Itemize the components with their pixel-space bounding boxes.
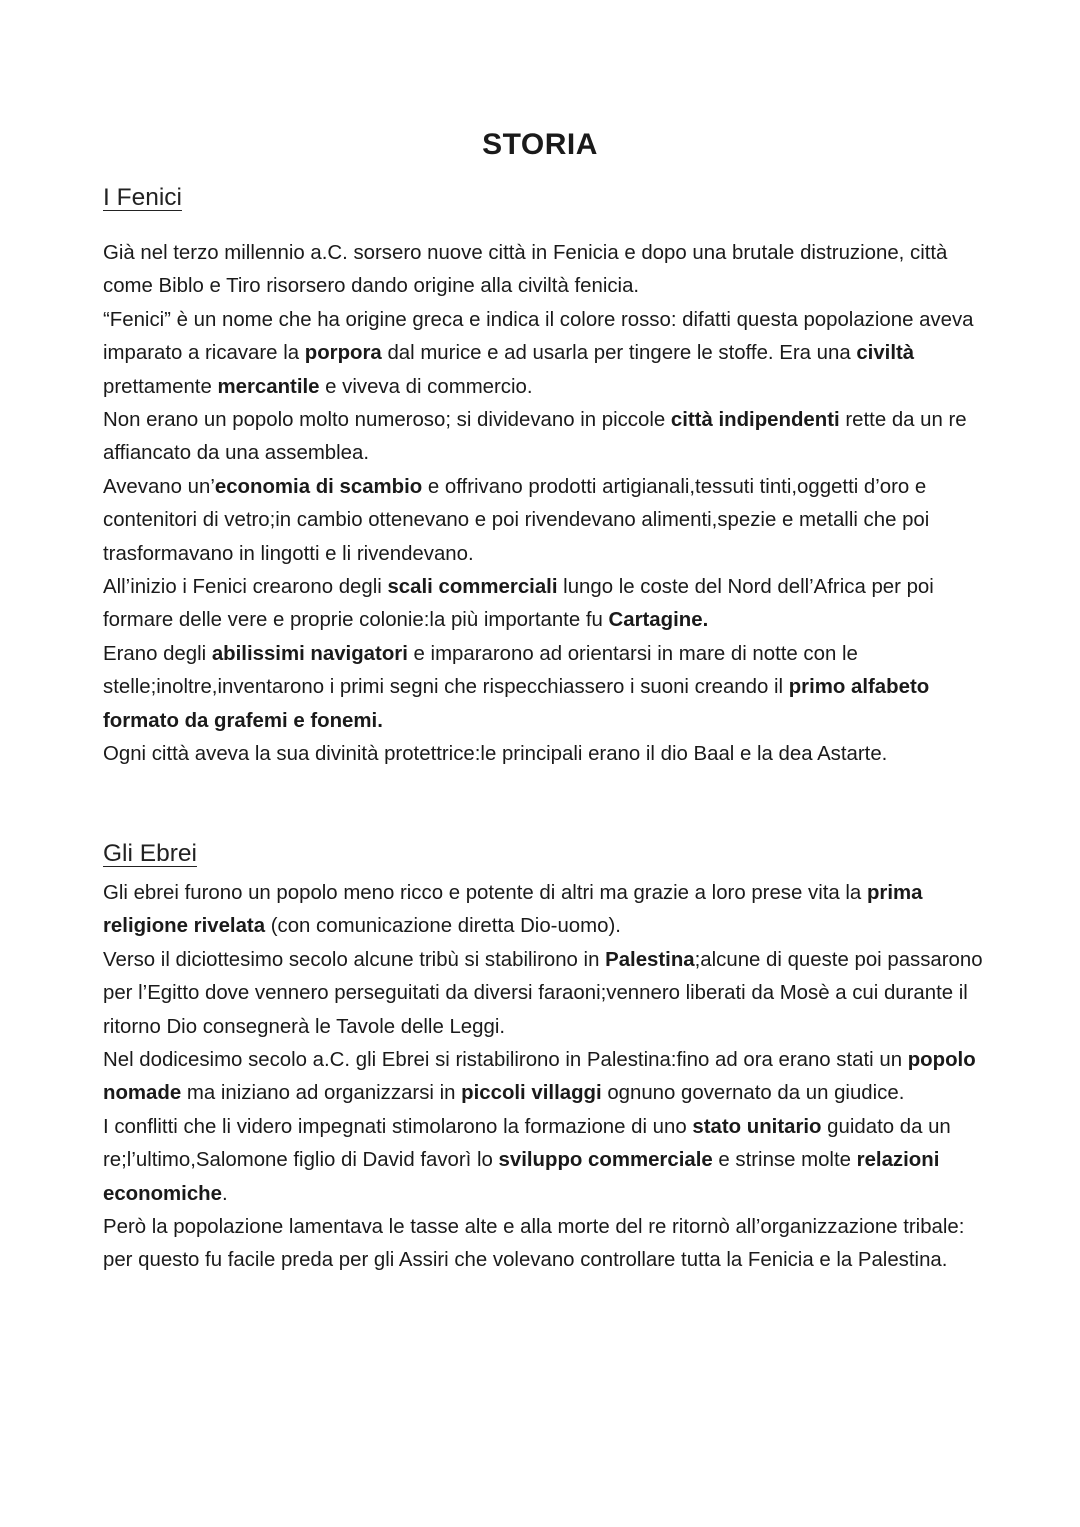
page-title: STORIA <box>482 128 598 161</box>
bold-text: popolo nomade <box>103 1049 976 1105</box>
text-run: Però la popolazione lamentava le tasse alte e alla morte del re ritornò all’organizzazione tribale: per questo fu facile preda per gli Assiri che volevano controllare tutta la Fenicia e la Palestina. <box>103 1216 965 1272</box>
text-run: Non erano un popolo molto numeroso; si dividevano in piccole <box>103 409 671 432</box>
bold-text: civiltà <box>856 342 915 365</box>
paragraph <box>103 1211 983 1278</box>
bold-text: piccoli villaggi <box>461 1082 602 1105</box>
text-run: Erano degli <box>103 642 212 665</box>
bold-text: Cartagine. <box>608 609 709 632</box>
bold-text: abilissimi navigatori <box>211 642 408 665</box>
text-run: prettamente <box>103 375 218 398</box>
bold-text: sviluppo commerciale <box>498 1149 713 1172</box>
paragraph <box>103 471 983 571</box>
text-run: Già nel terzo millennio a.C. sorsero nuove città in Fenicia e dopo una brutale distruzione, città come Biblo e Tiro risorsero dando origine alla civiltà fenicia. <box>103 242 948 298</box>
bold-text: mercantile <box>217 375 320 398</box>
text-run: dal murice e ad usarla per tingere le stoffe. Era una <box>381 342 857 365</box>
section-heading-fenici: I Fenici <box>103 184 182 211</box>
bold-text: scali commerciali <box>387 576 558 599</box>
text-run: All’inizio i Fenici crearono degli <box>103 576 388 599</box>
bold-text: prima religione rivelata <box>103 882 923 938</box>
bold-text: economia di scambio <box>214 475 423 498</box>
paragraph <box>103 638 983 738</box>
section-body-fenici <box>103 237 983 772</box>
paragraph <box>103 404 983 471</box>
section-body-ebrei <box>103 877 983 1278</box>
text-run: e strinse molte <box>712 1149 857 1172</box>
text-run: guidato da un re;l’ultimo,Salomone figlio di David favorì lo <box>103 1115 951 1172</box>
paragraph <box>103 738 983 771</box>
text-run: ognuno governato da un giudice. <box>601 1082 905 1105</box>
text-run: e impararono ad orientarsi in mare di notte con le stelle;inoltre,inventarono i primi segni che rispecchiassero i suoni creando il <box>103 642 858 699</box>
bold-text: primo alfabeto formato da grafemi e fonemi. <box>103 676 930 732</box>
text-run: I conflitti che li videro impegnati stimolarono la formazione di uno <box>103 1115 693 1138</box>
bold-text: città indipendenti <box>670 409 840 432</box>
bold-text: relazioni economiche <box>103 1149 940 1205</box>
paragraph <box>103 237 983 304</box>
text-run: (con comunicazione diretta Dio-uomo). <box>265 915 621 938</box>
text-run: Ogni città aveva la sua divinità protettrice:le principali erano il dio Baal e la dea Astarte. <box>103 743 888 766</box>
paragraph <box>103 571 983 638</box>
text-run: ;alcune di queste poi passarono per l’Egitto dove vennero perseguitati da diversi faraoni;vennero liberati da Mosè a cui durante il ritorno Dio consegnerà le Tavole delle Leggi. <box>103 948 983 1038</box>
paragraph <box>103 877 983 944</box>
text-run: “Fenici” è un nome che ha origine greca e indica il colore rosso: difatti questa popolazione aveva imparato a ricavare la <box>103 308 974 365</box>
text-run: e viveva di commercio. <box>319 375 533 398</box>
text-run: e offrivano prodotti artigianali,tessuti tinti,oggetti d’oro e contenitori di vetro;in cambio ottenevano e poi rivendevano alimenti,spezie e metalli che poi trasformavano in lingotti e li rivendevano. <box>103 475 930 565</box>
paragraph <box>103 304 983 404</box>
bold-text: porpora <box>304 342 382 365</box>
paragraph <box>103 1044 983 1111</box>
text-run: rette da un re affiancato da una assemblea. <box>103 409 967 465</box>
paragraph <box>103 1111 983 1211</box>
bold-text: Palestina <box>605 948 695 971</box>
text-run: ma iniziano ad organizzarsi in <box>181 1082 462 1105</box>
text-run: Avevano un’ <box>103 475 215 498</box>
section-heading-ebrei: Gli Ebrei <box>103 840 197 867</box>
text-run: Gli ebrei furono un popolo meno ricco e potente di altri ma grazie a loro prese vita la <box>103 882 867 904</box>
paragraph <box>103 944 983 1044</box>
text-run: Nel dodicesimo secolo a.C. gli Ebrei si ristabilirono in Palestina:fino ad ora erano stati un <box>103 1049 908 1072</box>
bold-text: stato unitario <box>692 1115 822 1138</box>
text-run: lungo le coste del Nord dell’Africa per poi formare delle vere e proprie colonie:la più importante fu <box>103 576 934 632</box>
text-run: Verso il diciottesimo secolo alcune tribù si stabilirono in <box>103 948 606 971</box>
text-run: . <box>221 1182 228 1205</box>
